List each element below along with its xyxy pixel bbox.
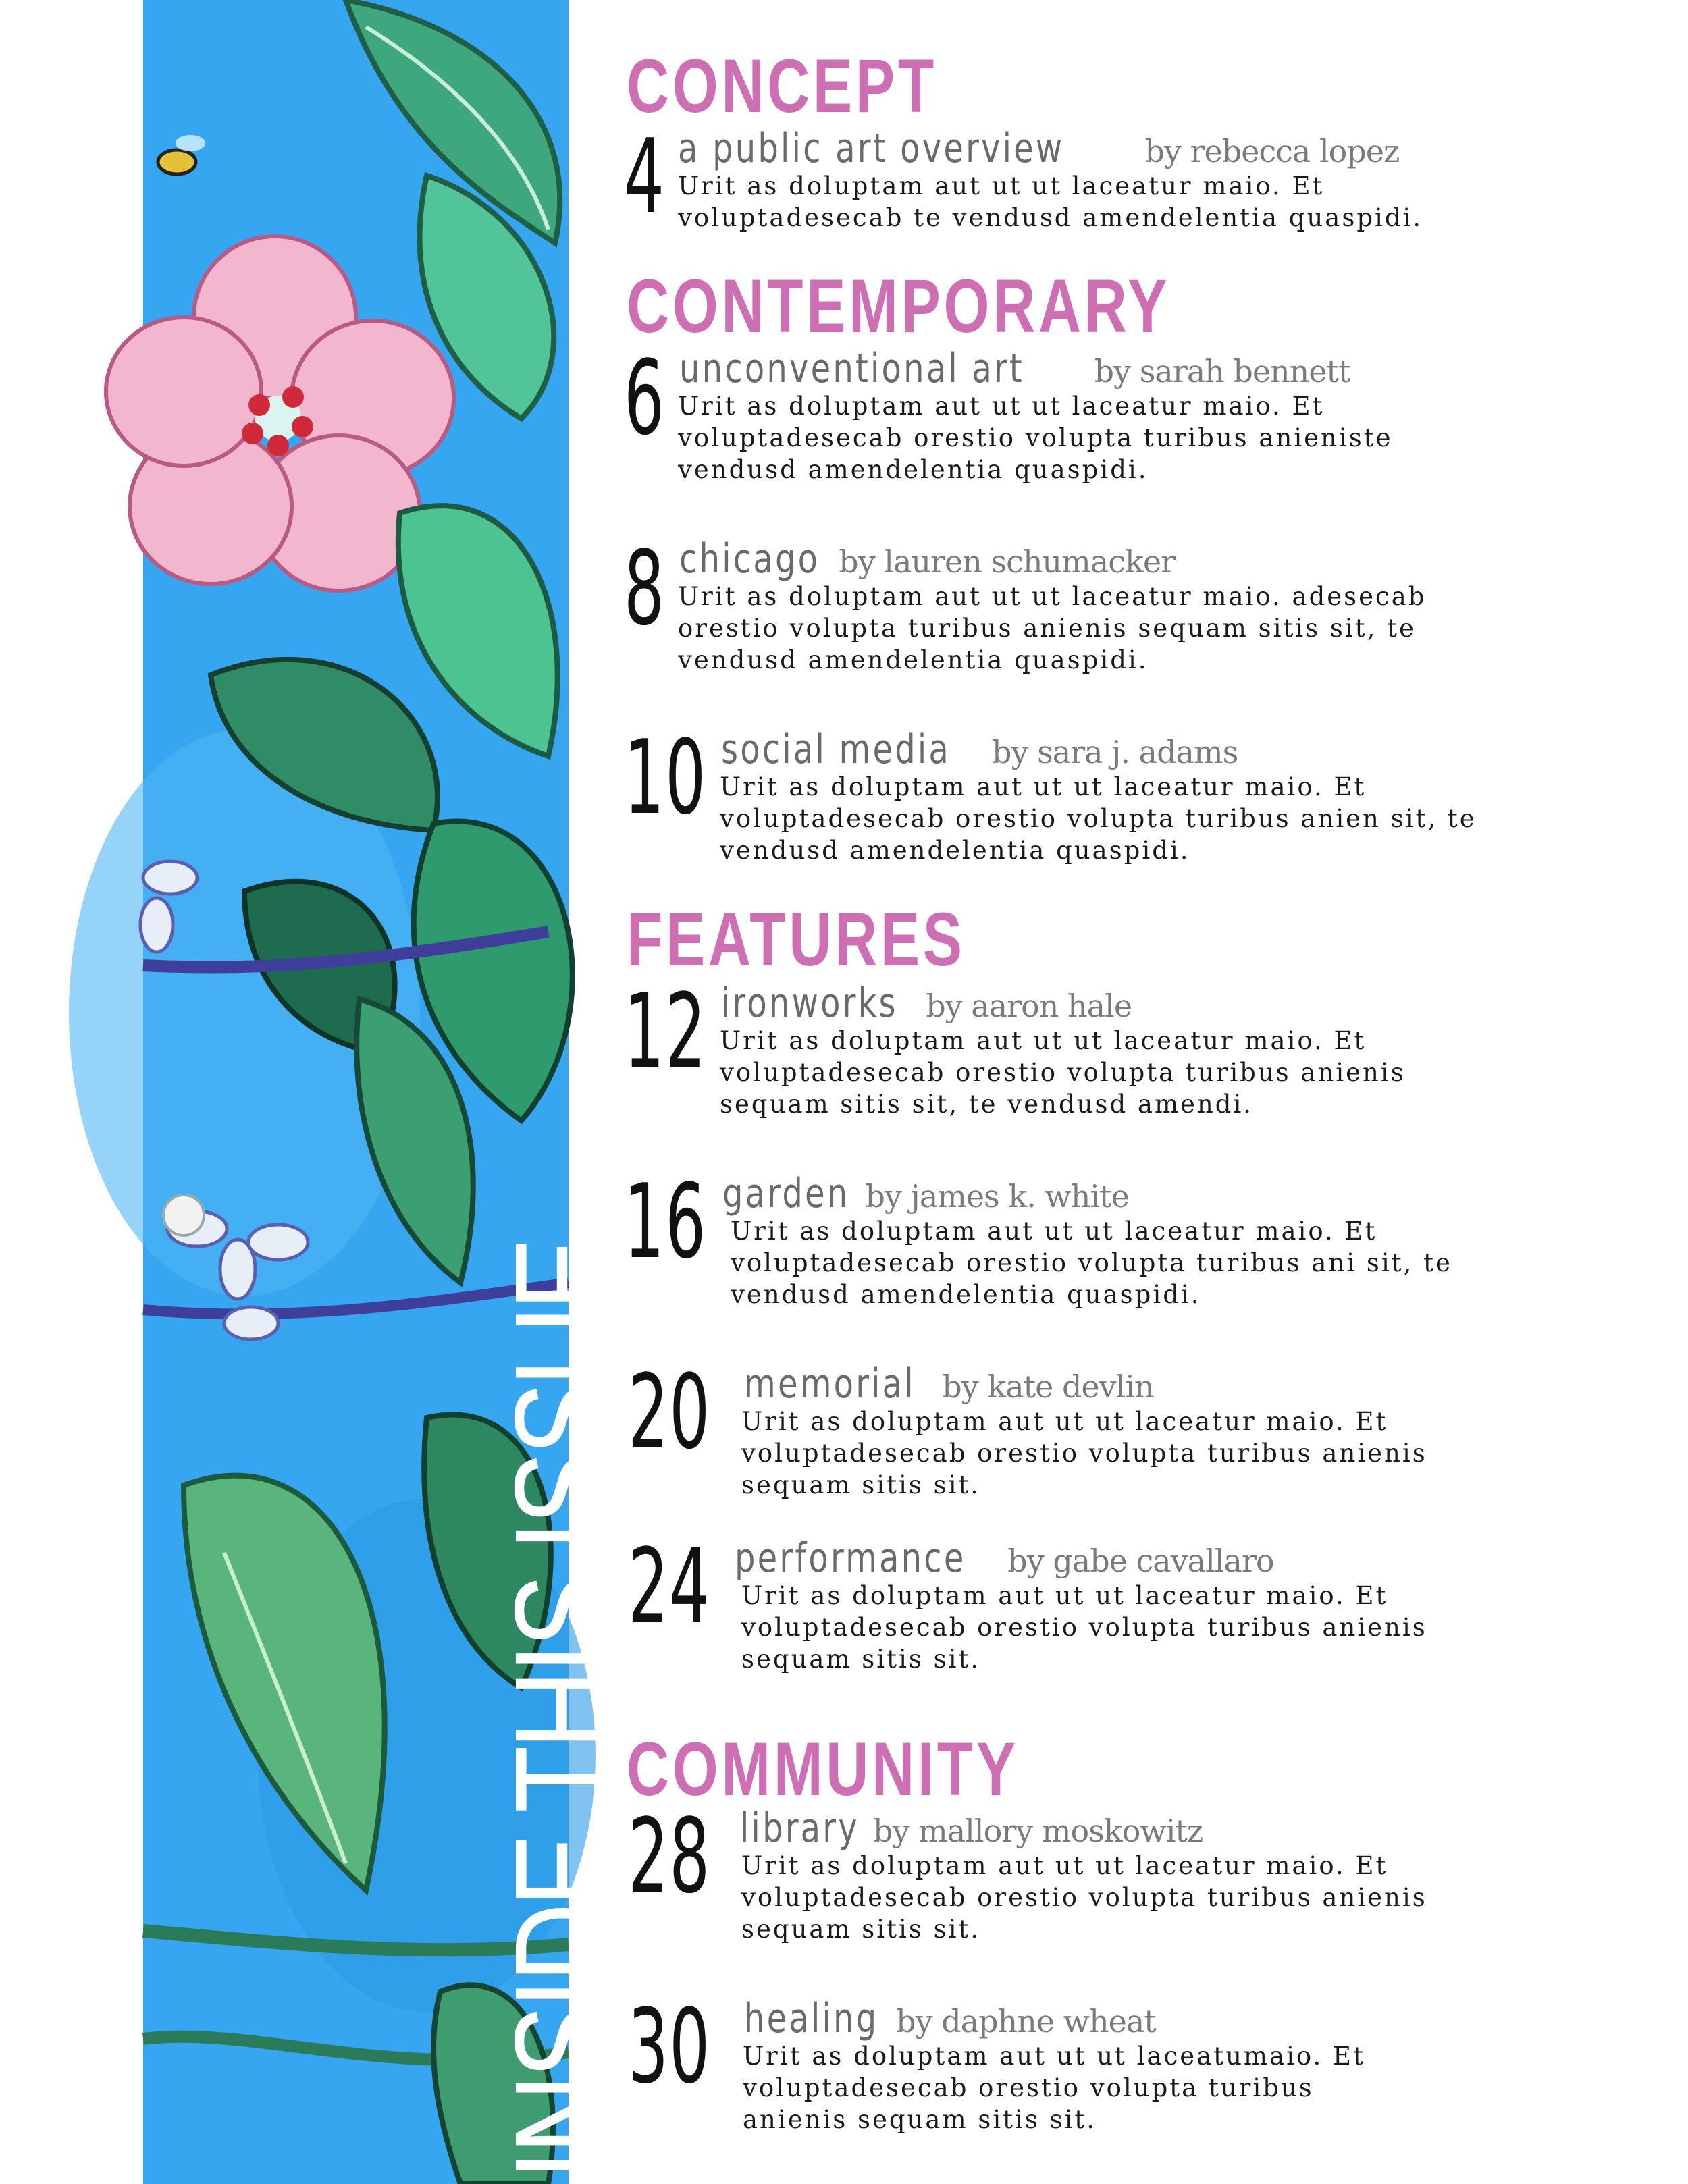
- section-heading-contemporary: CONTEMPORARY: [627, 264, 1171, 348]
- page-number: 16: [624, 1162, 707, 1281]
- section-heading-features: FEATURES: [627, 897, 966, 982]
- article-heading: [740, 1805, 1203, 1852]
- page-number: 4: [624, 117, 666, 236]
- page-number: 24: [628, 1526, 711, 1646]
- article-title: garden: [722, 1170, 850, 1217]
- page-number: 6: [624, 338, 666, 458]
- page-number: 28: [628, 1796, 711, 1916]
- article-byline: by sarah bennett: [1094, 353, 1350, 390]
- article-heading: [744, 1360, 1154, 1408]
- article-byline: by rebecca lopez: [1144, 133, 1400, 169]
- article-blurb: Urit as doluptam aut ut ut laceatur maio. Et voluptadesecab orestio volupta turibus anien sit, te vendusd amendelentia quaspidi.: [720, 772, 1477, 865]
- article-blurb: Urit as doluptam aut ut ut laceatur maio. Et voluptadesecab orestio volupta turibus anienis sequam sitis sit.: [741, 1581, 1427, 1674]
- page-number: 12: [624, 971, 707, 1091]
- article-heading: [722, 1170, 1129, 1217]
- article-heading: [735, 1535, 1274, 1582]
- article-title: library: [740, 1805, 860, 1852]
- article-byline: by daphne wheat: [896, 2003, 1156, 2040]
- article-heading: [721, 980, 1132, 1027]
- section-heading-concept: CONCEPT: [627, 44, 937, 128]
- article-title: a public art overview: [678, 125, 1065, 172]
- article-title: healing: [744, 1995, 879, 2042]
- article-byline: by kate devlin: [942, 1368, 1154, 1405]
- article-blurb: Urit as doluptam aut ut ut laceatur maio. Et voluptadesecab orestio volupta turibus anienis sequam sitis sit.: [741, 1851, 1427, 1944]
- article-title: ironworks: [721, 980, 898, 1027]
- mural-image: [143, 0, 641, 2184]
- article-title: social media: [721, 726, 951, 773]
- article-blurb: Urit as doluptam aut ut ut laceatur maio. Et voluptadesecab orestio volupta turibus anienis sequam sitis sit, te vendusd amendi.: [720, 1026, 1406, 1119]
- article-byline: by lauren schumacker: [839, 543, 1176, 580]
- article-blurb: Urit as doluptam aut ut ut laceatur maio. Et voluptadesecab orestio volupta turibus anieniste vendusd amendelentia quaspidi.: [678, 392, 1393, 484]
- article-byline: by james k. white: [865, 1178, 1129, 1215]
- section-heading-community: COMMUNITY: [627, 1727, 1019, 1811]
- article-blurb: Urit as doluptam aut ut ut laceatur maio. Et voluptadesecab orestio volupta turibus anienis sequam sitis sit.: [741, 1407, 1427, 1499]
- article-title: memorial: [744, 1360, 916, 1408]
- page-number: 8: [624, 529, 666, 648]
- article-byline: by mallory moskowitz: [873, 1813, 1203, 1849]
- article-blurb: Urit as doluptam aut ut ut laceatur maio. Et voluptadesecab te vendusd amendelentia quaspidi.: [678, 171, 1423, 232]
- article-heading: [679, 535, 1176, 583]
- article-title: chicago: [679, 535, 820, 583]
- article-heading: [678, 125, 1400, 172]
- article-blurb: Urit as doluptam aut ut ut laceatur maio. adesecab orestio volupta turibus anienis sequam sitis sit, te vendusd amendelentia quaspidi.: [678, 582, 1427, 674]
- article-title: performance: [735, 1535, 966, 1582]
- article-heading: [721, 726, 1238, 773]
- article-blurb: Urit as doluptam aut ut ut laceatur maio. Et voluptadesecab orestio volupta turibus ani sit, te vendusd amendelentia quaspidi.: [731, 1217, 1452, 1309]
- article-heading: [744, 1995, 1156, 2042]
- page-number: 30: [628, 1987, 711, 2106]
- article-blurb: Urit as doluptam aut ut ut laceatumaio. Et voluptadesecab orestio volupta turibus anienis sequam sitis sit.: [743, 2042, 1365, 2134]
- article-byline: by gabe cavallaro: [1007, 1543, 1274, 1579]
- page-number: 20: [628, 1352, 711, 1472]
- page-title: INSIDE THIS ISSUE: [486, 1241, 641, 2181]
- page-number: 10: [624, 718, 707, 837]
- article-heading: [679, 345, 1350, 392]
- article-title: unconventional art: [679, 345, 1024, 392]
- article-byline: by aaron hale: [926, 988, 1132, 1024]
- article-byline: by sara j. adams: [992, 734, 1238, 770]
